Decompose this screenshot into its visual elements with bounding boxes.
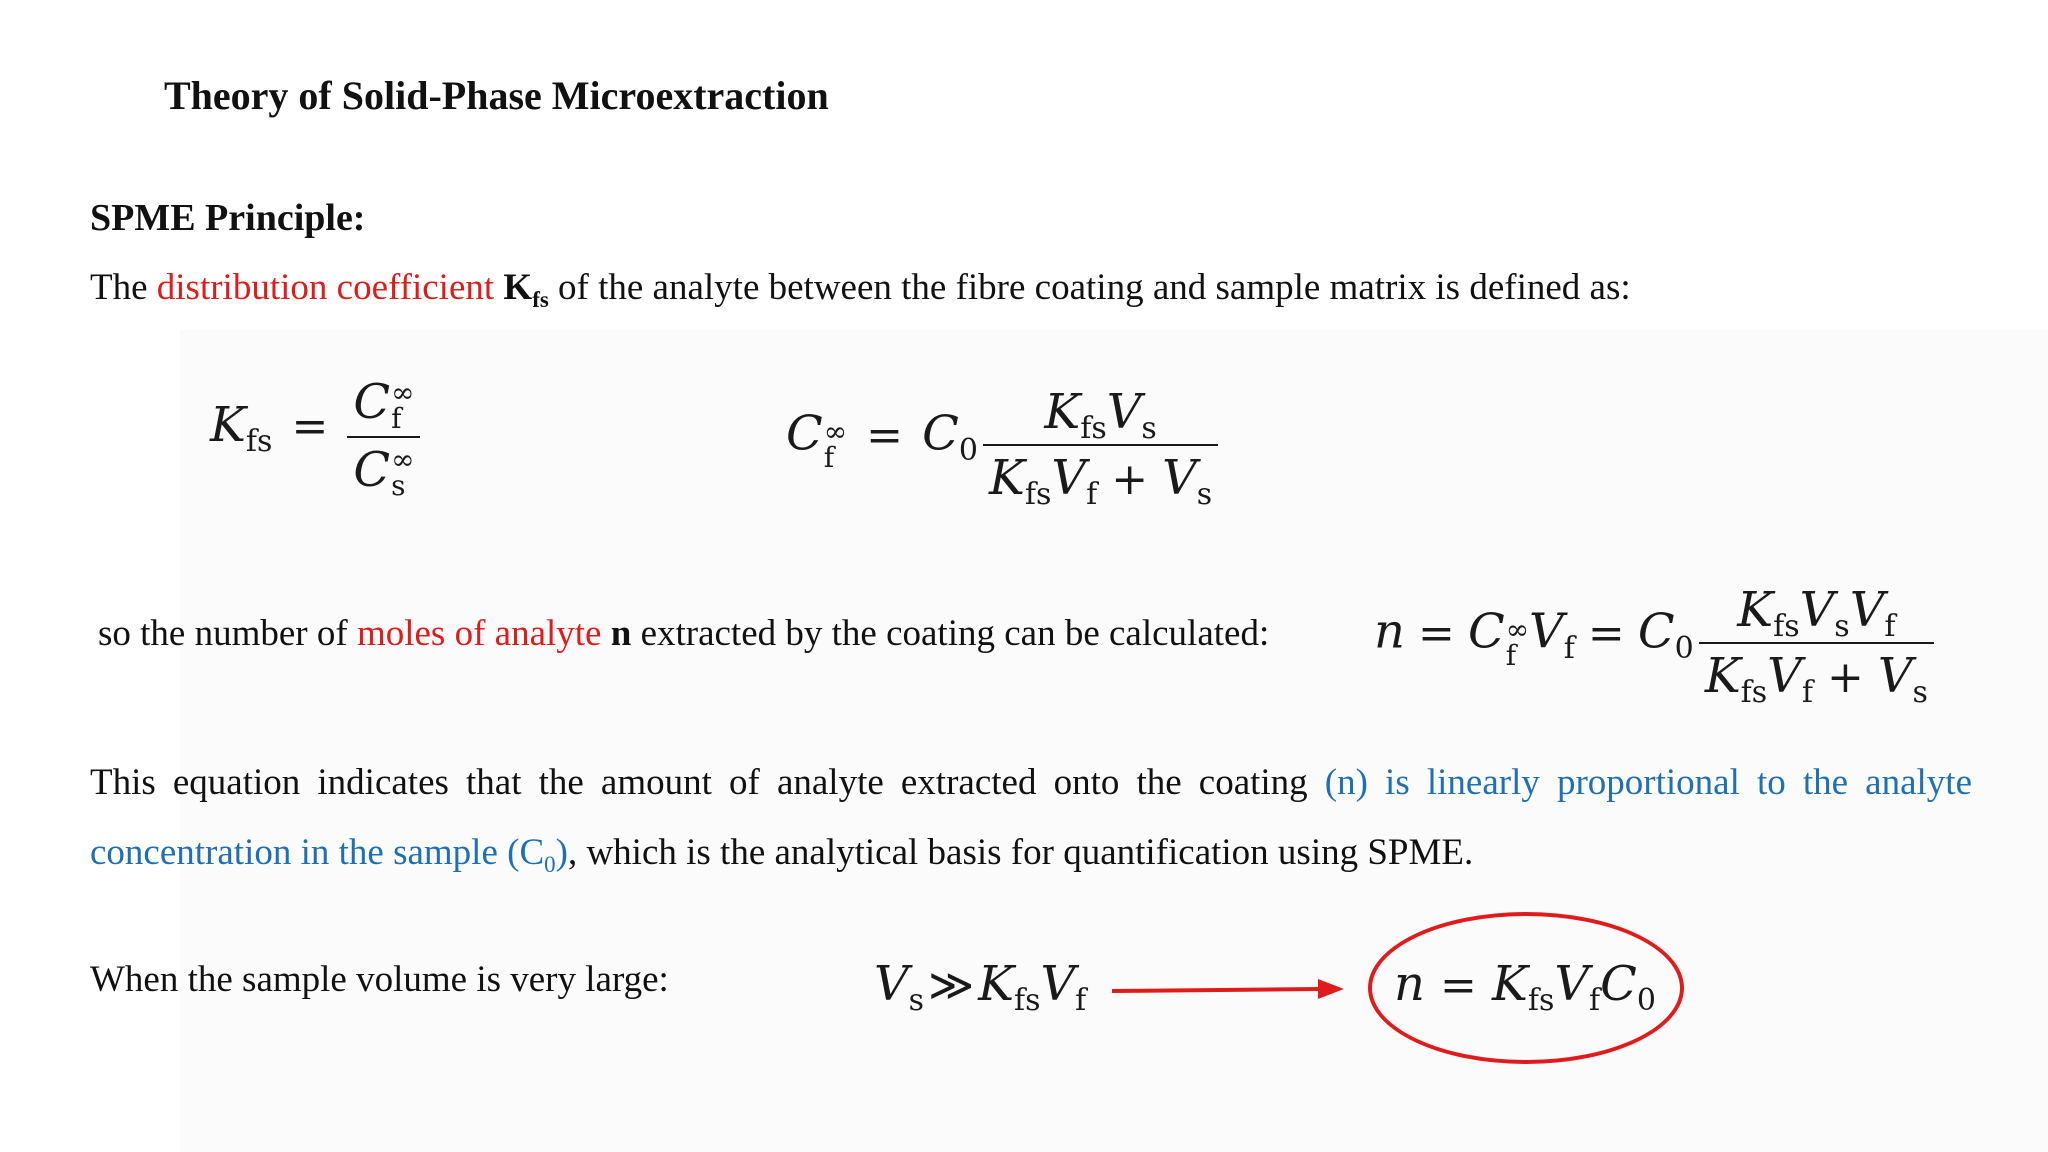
moles-text-post: extracted by the coating can be calculated: [631,613,1270,654]
moles-text-pre: so the number of [98,613,357,654]
kfs-symbol: $K_{fs}$ [503,267,549,313]
equation-equilibrium-concentration: C ∞ f = C0 $\frac{K_{fs}V_s}{K_{fs}V_f + V_s}$ [786,384,1218,506]
section-heading: SPME Principle: [90,197,366,239]
equation-kfs-definition: Kfs = C ∞ f C ∞ s [210,374,420,499]
n-symbol: n [610,613,632,654]
slide-title: Theory of Solid-Phase Microextraction [164,73,829,118]
highlight-circle [1368,912,1684,1064]
definition-text-post: of the analyte between the fibre coating and sample matrix is defined as: [548,267,1631,308]
simplified-result-equation: n = KfsVfC0 [1394,956,1656,1018]
equation-moles-extracted: n = C ∞ f Vf = C0 $\frac{K_{fs}V_sV_f}{K_{fs}V_f + V_s}$ [1374,582,1934,704]
definition-text-pre: The [90,267,157,308]
moles-line [98,612,1269,655]
arrow-icon [1112,976,1344,1006]
linearity-highlight: (n) is linearly proportional to the analyte concentration in the sample $(C_0)$ [90,762,1972,878]
moles-of-analyte-term: moles of analyte [356,613,602,654]
definition-line [90,266,1631,313]
large-volume-condition: Vs≫KfsVf [874,956,1087,1018]
distribution-coefficient-term: distribution coefficient [156,267,495,308]
large-volume-line: When the sample volume is very large: [90,959,669,1000]
linearity-paragraph: This equation indicates that the amount of analyte extracted onto the coating (n) is linearly proportional to the analyte concentration in the sample $(C_0)$, which is the analytical basis for quantification using SPME. [90,762,1972,878]
